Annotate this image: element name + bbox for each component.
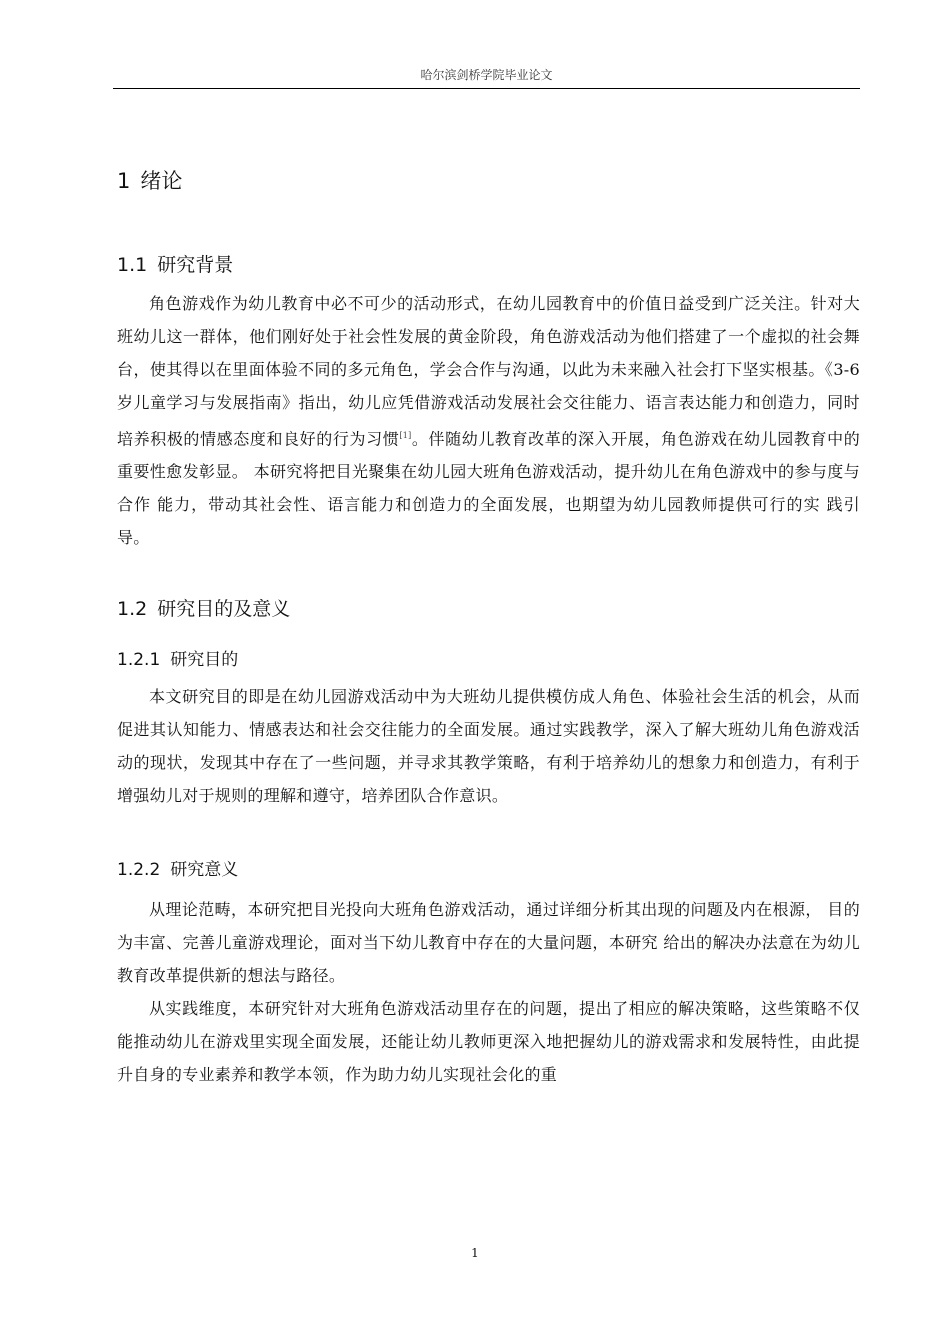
background-text-a: 角色游戏作为幼儿教育中必不可少的活动形式，在幼儿园教育中的价值日益受到广泛关注。针对大班幼儿这一群体，他们刚好处于社会性发展的黄金阶段，角色游戏活动为他们搭建了一个虚拟的社会舞台，使其得以在里面体验不同的多元角色，学会合作与沟通，以此为未来融入社会打下坚实根基。《3-6 岁儿童学习与发展指南》指出，幼儿应凭借游戏活动发展社会交往能力、语言表达能力和创造力，同时培养积极的情感态度和良好的行为习惯 [117,294,860,449]
section-title: 研究目的及意义 [157,598,291,620]
subsection-heading-1-2-2 [117,855,238,880]
chapter-heading [117,165,182,195]
running-header: 哈尔滨剑桥学院毕业论文 [420,68,553,82]
chapter-title: 绪论 [140,169,183,193]
subsection-heading-1-2-1 [117,645,238,670]
background-paragraph [117,287,860,554]
page-number: 1 [471,1246,479,1260]
header-divider [113,88,860,89]
subsection-number: 1.2.2 [117,860,161,880]
background-text-b: 。伴随幼儿教育改革的深入开展，角色游戏在幼儿园教育中的重要性愈发彰显。 本研究将把目光聚集在幼儿园大班角色游戏活动，提升幼儿在角色游戏中的参与度与合作 能力，带动其社会性、语言能力和创造力的全面发展，也期望为幼儿园教师提供可行的实 践引导。 [117,429,860,548]
section-number: 1.1 [117,254,148,276]
subsection-title: 研究意义 [170,860,239,880]
section-number: 1.2 [117,598,148,620]
subsection-title: 研究目的 [170,650,239,670]
subsection-number: 1.2.1 [117,650,161,670]
significance-paragraph-theory: 从理论范畴，本研究把目光投向大班角色游戏活动，通过详细分析其出现的问题及内在根源， 目的为丰富、完善儿童游戏理论，面对当下幼儿教育中存在的大量问题，本研究 给出的解决办法意在为幼儿教育改革提供新的想法与路径。 [117,900,860,985]
chapter-number: 1 [117,169,131,193]
section-heading-1-2 [117,594,290,621]
citation-marker: [1] [399,431,412,440]
purpose-paragraph: 本文研究目的即是在幼儿园游戏活动中为大班幼儿提供模仿成人角色、体验社会生活的机会，从而促进其认知能力、情感表达和社会交往能力的全面发展。通过实践教学，深入了解大班幼儿角色游戏活动的现状，发现其中存在了一些问题，并寻求其教学策略，有利于培养幼儿的想象力和创造力，有利于增强幼儿对于规则的理解和遵守，培养团队合作意识。 [117,687,860,805]
section-title: 研究背景 [157,254,234,276]
significance-paragraph-practice: 从实践维度，本研究针对大班角色游戏活动里存在的问题，提出了相应的解决策略，这些策略不仅能推动幼儿在游戏里实现全面发展，还能让幼儿教师更深入地把握幼儿的游戏需求和发展特性，由此提升自身的专业素养和教学本领，作为助力幼儿实现社会化的重 [117,999,860,1084]
section-heading-1-1 [117,250,233,277]
